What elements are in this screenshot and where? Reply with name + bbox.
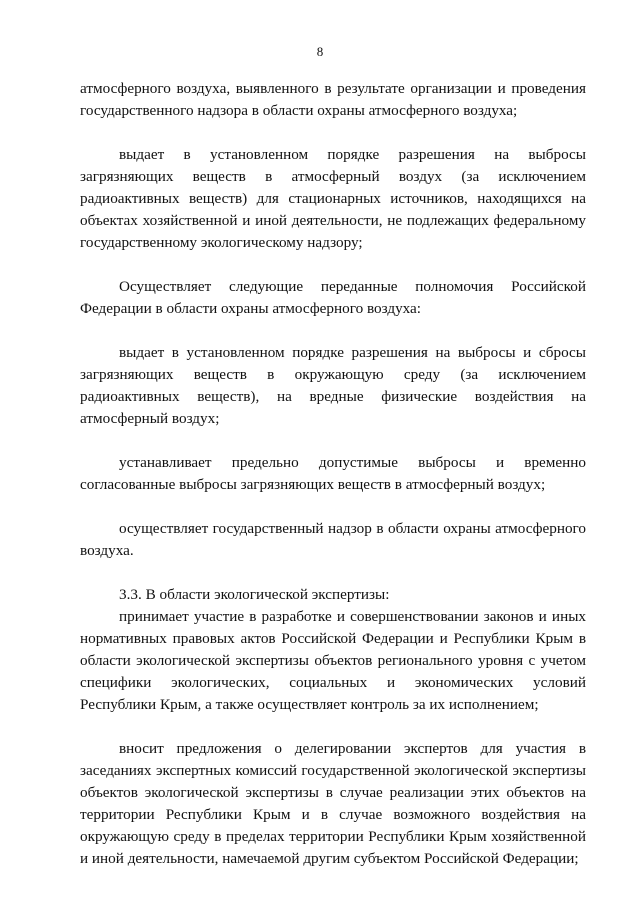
paragraph-permits-emissions: выдает в установленном порядке разрешения на выбросы и сбросы загрязняющих веществ в окружающую среду (за исключением радиоактивных веществ), на вредные физические воздействия на атмосферный воздух;	[80, 344, 586, 427]
paragraph-legislation-participation: принимает участие в разработке и совершенствовании законов и иных нормативных правовых актов Российской Федерации и Республики Крым в области экологической экспертизы объектов регионального уровня с учетом специфики экологических, социальных и экономических условий Республики Крым, а также осуществляет контроль за их исполнением;	[80, 608, 586, 713]
page-number: 8	[316, 44, 324, 59]
paragraph-expert-delegation: вносит предложения о делегировании экспертов для участия в заседаниях экспертных комиссий государственной экологической экспертизы объектов экологической экспертизы в случае реализации этих объектов на территории Республики Крым и в случае возможного воздействия на окружающую среду в пределах территории Республики Крым хозяйственной и иной деятельности, намечаемой другим субъектом Российской Федерации;	[80, 740, 586, 867]
paragraph-emission-limits: устанавливает предельно допустимые выбросы и временно согласованные выбросы загрязняющих веществ в атмосферный воздух;	[80, 454, 586, 493]
paragraph-delegated-powers-heading: Осуществляет следующие переданные полномочия Российской Федерации в области охраны атмосферного воздуха:	[80, 278, 586, 317]
paragraph-permits-stationary-sources: выдает в установленном порядке разрешения на выбросы загрязняющих веществ в атмосферный воздух (за исключением радиоактивных веществ) для стационарных источников, находящихся на объектах хозяйственной и иной деятельности, не подлежащих федеральному государственному экологическому надзору;	[80, 146, 586, 251]
document-body	[80, 78, 586, 870]
section-heading-3-3: 3.3. В области экологической экспертизы:	[119, 586, 390, 603]
paragraph-state-supervision: осуществляет государственный надзор в области охраны атмосферного воздуха.	[80, 520, 586, 559]
paragraph-continuation: атмосферного воздуха, выявленного в результате организации и проведения государственного надзора в области охраны атмосферного воздуха;	[80, 80, 586, 119]
